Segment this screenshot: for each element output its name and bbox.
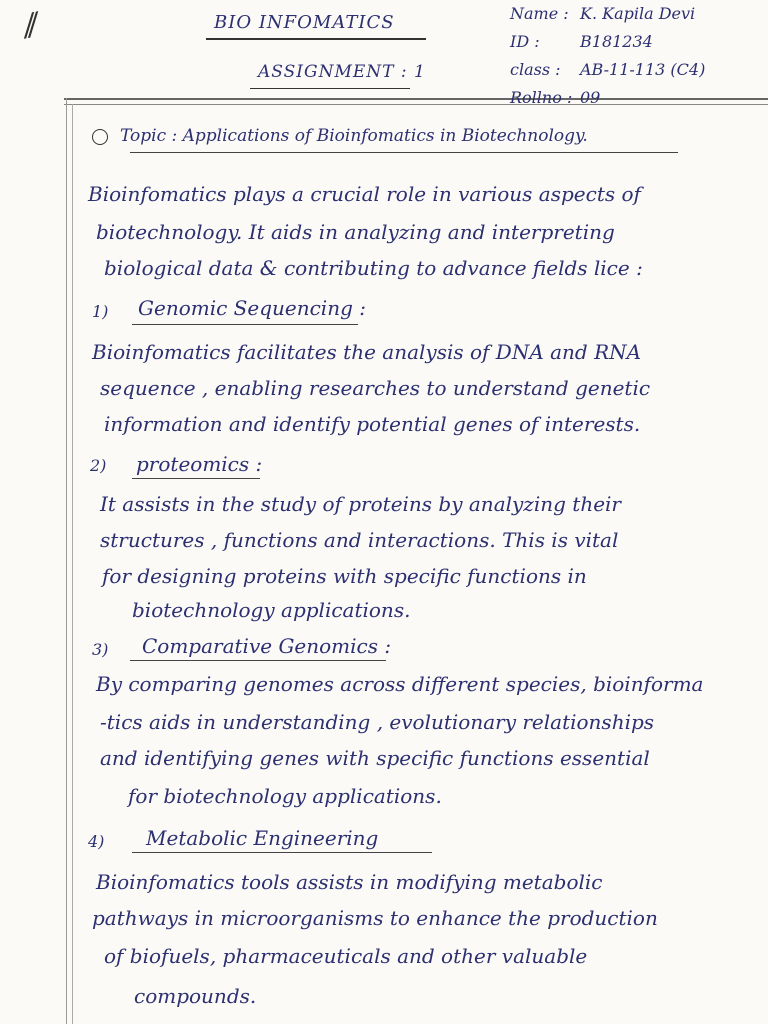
section-line: Bioinfomatics facilitates the analysis of DNA and RNA (92, 340, 642, 364)
topic-text: Topic : Applications of Bioinfomatics in Biotechnology. (120, 126, 588, 146)
section-line: for designing proteins with specific functions in (102, 564, 587, 588)
section-line: Bioinfomatics tools assists in modifying metabolic (96, 870, 603, 894)
section-line: structures , functions and interactions. This is vital (100, 528, 619, 552)
section-line: compounds. (134, 984, 257, 1008)
intro-line: biological data & contributing to advance fields lice : (104, 256, 643, 280)
name-value: K. Kapila Devi (580, 4, 696, 23)
section-heading-underline (130, 660, 386, 661)
section-line: pathways in microorganisms to enhance the production (92, 906, 658, 930)
section-line: information and identify potential genes of interests. (104, 412, 641, 436)
roll-row (510, 84, 705, 112)
section-line: sequence , enabling researches to understand genetic (100, 376, 651, 400)
intro-line: Bioinfomatics plays a crucial role in various aspects of (88, 182, 641, 206)
section-line: By comparing genomes across different species, bioinforma (96, 672, 704, 696)
id-value: B181234 (580, 32, 653, 51)
section-number: 4) (88, 832, 105, 851)
section-heading-underline (132, 324, 358, 325)
id-row (510, 28, 705, 56)
section-heading: Genomic Sequencing : (138, 296, 366, 320)
corner-mark: // (21, 7, 36, 44)
name-label: Name : (510, 4, 569, 23)
page-title: BIO INFOMATICS (214, 12, 395, 33)
roll-value: 09 (580, 88, 601, 107)
id-label: ID : (510, 32, 540, 51)
section-line: and identifying genes with specific functions essential (100, 746, 650, 770)
section-line: for biotechnology applications. (128, 784, 442, 808)
section-number: 2) (90, 456, 107, 475)
assignment-underline (250, 88, 410, 89)
class-value: AB-11-113 (C4) (580, 60, 706, 79)
topic-underline (130, 152, 678, 153)
section-number: 1) (92, 302, 109, 321)
section-heading-underline (132, 852, 432, 853)
class-label: class : (510, 60, 561, 79)
section-heading-underline (132, 478, 260, 479)
student-info (510, 0, 705, 112)
section-heading: Comparative Genomics : (142, 634, 392, 658)
topic-line (92, 126, 588, 146)
topic-bullet-icon (92, 129, 108, 145)
section-line: of biofuels, pharmaceuticals and other valuable (104, 944, 588, 968)
section-heading: proteomics : (136, 452, 263, 476)
name-row (510, 0, 705, 28)
section-line: It assists in the study of proteins by analyzing their (100, 492, 621, 516)
intro-line: biotechnology. It aids in analyzing and interpreting (96, 220, 615, 244)
class-row (510, 56, 705, 84)
section-heading: Metabolic Engineering (146, 826, 379, 850)
margin-line-inner (72, 104, 73, 1024)
section-line: biotechnology applications. (132, 598, 411, 622)
roll-label: Rollno : (510, 88, 573, 107)
section-line: -tics aids in understanding , evolutionary relationships (100, 710, 655, 734)
title-underline (206, 38, 426, 40)
margin-line (66, 98, 67, 1024)
assignment-label: ASSIGNMENT : 1 (258, 62, 426, 82)
section-number: 3) (92, 640, 109, 659)
